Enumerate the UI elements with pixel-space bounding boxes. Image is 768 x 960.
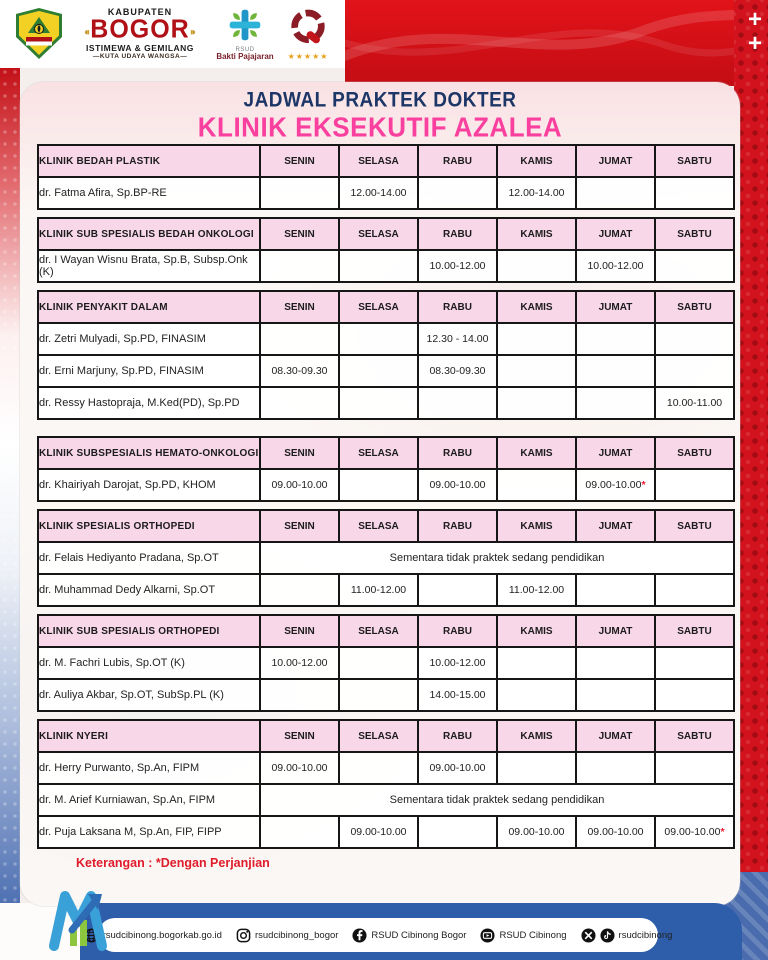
schedule-cell: 09.00-10.00 bbox=[497, 816, 576, 848]
schedule-cell: 10.00-12.00 bbox=[418, 647, 497, 679]
schedule-cell bbox=[339, 323, 418, 355]
schedule-cell bbox=[260, 177, 339, 209]
schedule-cell bbox=[655, 250, 734, 282]
footer-link-label: rsudcibinong bbox=[618, 929, 673, 941]
footer-link-label: rsudcibinong.bogorkab.go.id bbox=[102, 929, 222, 941]
day-header: SENIN bbox=[260, 615, 339, 647]
schedule-cell bbox=[497, 387, 576, 419]
day-header: KAMIS bbox=[497, 510, 576, 542]
schedule-cell bbox=[655, 323, 734, 355]
doctor-row bbox=[38, 816, 734, 848]
schedule-cell bbox=[497, 469, 576, 501]
schedule-cell bbox=[655, 752, 734, 784]
schedule-cell bbox=[655, 647, 734, 679]
kuta-udaya-wangsa-label: —KUTA UDAYA WANGSA— bbox=[92, 53, 188, 60]
day-header: RABU bbox=[418, 437, 497, 469]
day-header: RABU bbox=[418, 615, 497, 647]
schedule-cell: 11.00-12.00 bbox=[497, 574, 576, 606]
day-header: SABTU bbox=[655, 510, 734, 542]
footer-link-label: RSUD Cibinong bbox=[499, 929, 567, 941]
doctor-name-cell: dr. M. Fachri Lubis, Sp.OT (K) bbox=[38, 647, 260, 679]
schedule-cell bbox=[418, 816, 497, 848]
appointment-asterisk: * bbox=[720, 826, 725, 838]
page-title: JADWAL PRAKTEK DOKTER bbox=[243, 88, 517, 113]
doctor-row bbox=[38, 323, 734, 355]
footer-link-label: RSUD Cibinong Bogor bbox=[371, 929, 467, 941]
schedule-cell bbox=[260, 679, 339, 711]
x-icon bbox=[581, 928, 596, 943]
schedule-cell: 09.00-10.00 bbox=[418, 752, 497, 784]
schedule-cell bbox=[339, 752, 418, 784]
rsud-bakti-pajajaran-logo bbox=[216, 8, 274, 61]
day-header: SENIN bbox=[260, 218, 339, 250]
schedule-cell bbox=[339, 355, 418, 387]
doctor-name-cell: dr. M. Arief Kurniawan, Sp.An, FIPM bbox=[38, 784, 260, 816]
schedule-cell bbox=[576, 387, 655, 419]
schedule-cell bbox=[655, 177, 734, 209]
schedule-cell bbox=[260, 387, 339, 419]
schedule-cell: 09.00-10.00 bbox=[576, 816, 655, 848]
left-gradient-strip bbox=[0, 66, 20, 905]
note-cell: Sementara tidak praktek sedang pendidikan bbox=[260, 784, 734, 816]
schedule-cell: 09.00-10.00 bbox=[339, 816, 418, 848]
day-header: JUMAT bbox=[576, 510, 655, 542]
day-header: SELASA bbox=[339, 615, 418, 647]
schedule-cell: 09.00-10.00* bbox=[576, 469, 655, 501]
day-header: RABU bbox=[418, 510, 497, 542]
bogor-regency-seal-icon bbox=[14, 7, 64, 61]
day-header: SENIN bbox=[260, 145, 339, 177]
plus-decoration: + + bbox=[747, 6, 762, 57]
footer-link-label: rsudcibinong_bogor bbox=[254, 929, 339, 941]
schedule-cell: 08.30-09.30 bbox=[260, 355, 339, 387]
doctor-name-cell: dr. Fatma Afira, Sp.BP-RE bbox=[38, 177, 260, 209]
doctor-row bbox=[38, 387, 734, 419]
accreditation-stars: ★★★★★ bbox=[287, 51, 329, 61]
day-header: SABTU bbox=[655, 145, 734, 177]
laurel-left-icon: ⁌ bbox=[83, 24, 91, 40]
footer-link-facebook bbox=[352, 928, 466, 943]
doctor-name-cell: dr. I Wayan Wisnu Brata, Sp.B, Subsp.Onk (K) bbox=[38, 250, 260, 282]
doctor-name-cell: dr. Auliya Akbar, Sp.OT, SubSp.PL (K) bbox=[38, 679, 260, 711]
tiktok-icon bbox=[600, 928, 615, 943]
footnote: Keterangan : *Dengan Perjanjian bbox=[76, 856, 270, 870]
day-header: SENIN bbox=[260, 720, 339, 752]
accreditation-q-icon bbox=[288, 8, 328, 48]
schedule-cell: 10.00-12.00 bbox=[260, 647, 339, 679]
schedule-cell: 11.00-12.00 bbox=[339, 574, 418, 606]
clinic-title: KLINIK EKSEKUTIF AZALEA bbox=[197, 110, 563, 143]
rsud-cross-icon bbox=[228, 8, 262, 42]
doctor-row bbox=[38, 250, 734, 282]
schedule-cell bbox=[339, 679, 418, 711]
doctor-row bbox=[38, 177, 734, 209]
schedule-cell: 12.30 - 14.00 bbox=[418, 323, 497, 355]
schedule-cell bbox=[655, 679, 734, 711]
doctor-row bbox=[38, 784, 734, 816]
schedule-cell: 12.00-14.00 bbox=[497, 177, 576, 209]
clinic-name-header: KLINIK PENYAKIT DALAM bbox=[38, 291, 260, 323]
schedule-table bbox=[37, 436, 735, 502]
top-red-band bbox=[345, 0, 768, 86]
day-header: KAMIS bbox=[497, 218, 576, 250]
schedule-cell bbox=[418, 387, 497, 419]
footer-bar bbox=[80, 903, 742, 960]
schedule-cell bbox=[339, 250, 418, 282]
day-header: JUMAT bbox=[576, 720, 655, 752]
schedule-cell bbox=[576, 177, 655, 209]
schedule-cell: 12.00-14.00 bbox=[339, 177, 418, 209]
clinic-name-header: KLINIK SPESIALIS ORTHOPEDI bbox=[38, 510, 260, 542]
schedule-cell bbox=[655, 355, 734, 387]
doctor-row bbox=[38, 542, 734, 574]
appointment-asterisk: * bbox=[641, 479, 646, 491]
day-header: KAMIS bbox=[497, 291, 576, 323]
schedule-table bbox=[37, 217, 735, 283]
schedule-cell bbox=[576, 647, 655, 679]
day-header: KAMIS bbox=[497, 615, 576, 647]
schedule-table bbox=[37, 144, 735, 210]
schedule-cell: 10.00-12.00 bbox=[576, 250, 655, 282]
day-header: JUMAT bbox=[576, 218, 655, 250]
schedule-cell bbox=[576, 679, 655, 711]
clinic-name-header: KLINIK SUBSPESIALIS HEMATO-ONKOLOGI bbox=[38, 437, 260, 469]
schedule-cell bbox=[497, 250, 576, 282]
doctor-name-cell: dr. Felais Hediyanto Pradana, Sp.OT bbox=[38, 542, 260, 574]
footer-link-x bbox=[581, 928, 673, 943]
header-logo-strip bbox=[0, 0, 345, 68]
day-header: SELASA bbox=[339, 145, 418, 177]
day-header: KAMIS bbox=[497, 145, 576, 177]
footer-link-instagram bbox=[236, 928, 338, 943]
day-header: SENIN bbox=[260, 510, 339, 542]
rsud-label: RSUD bbox=[235, 46, 255, 53]
schedule-cell bbox=[576, 323, 655, 355]
schedule-cell: 14.00-15.00 bbox=[418, 679, 497, 711]
schedule-cell: 09.00-10.00 bbox=[260, 469, 339, 501]
schedule-cell bbox=[497, 355, 576, 387]
day-header: JUMAT bbox=[576, 291, 655, 323]
schedule-cell bbox=[339, 387, 418, 419]
day-header: SABTU bbox=[655, 291, 734, 323]
doctor-row bbox=[38, 355, 734, 387]
schedule-table bbox=[37, 614, 735, 712]
doctor-name-cell: dr. Erni Marjuny, Sp.PD, FINASIM bbox=[38, 355, 260, 387]
instagram-icon bbox=[236, 928, 251, 943]
doctor-row bbox=[38, 469, 734, 501]
day-header: SENIN bbox=[260, 437, 339, 469]
day-header: JUMAT bbox=[576, 615, 655, 647]
istimewa-gemilang-label: ISTIMEWA & GEMILANG bbox=[86, 42, 194, 53]
youtube-icon bbox=[480, 928, 495, 943]
social-links-pill bbox=[98, 918, 673, 952]
m-growth-logo-icon bbox=[48, 874, 110, 954]
day-header: SELASA bbox=[339, 218, 418, 250]
doctor-row bbox=[38, 647, 734, 679]
day-header: SELASA bbox=[339, 510, 418, 542]
schedule-table bbox=[37, 719, 735, 849]
tables bbox=[37, 144, 733, 849]
schedule-cell bbox=[260, 250, 339, 282]
schedule-cell bbox=[497, 323, 576, 355]
rsud-name-label: Bakti Pajajaran bbox=[216, 51, 274, 61]
schedule-cell bbox=[497, 679, 576, 711]
accreditation-logo bbox=[282, 8, 334, 61]
day-header: JUMAT bbox=[576, 437, 655, 469]
schedule-cell bbox=[655, 469, 734, 501]
schedule-cell bbox=[339, 647, 418, 679]
day-header: JUMAT bbox=[576, 145, 655, 177]
doctor-name-cell: dr. Puja Laksana M, Sp.An, FIP, FIPP bbox=[38, 816, 260, 848]
clinic-name-header: KLINIK BEDAH PLASTIK bbox=[38, 145, 260, 177]
schedule-card bbox=[20, 82, 740, 906]
schedule-cell bbox=[418, 177, 497, 209]
day-header: SELASA bbox=[339, 720, 418, 752]
kabupaten-bogor-wordmark bbox=[72, 8, 208, 61]
day-header: KAMIS bbox=[497, 720, 576, 752]
day-header: RABU bbox=[418, 145, 497, 177]
doctor-name-cell: dr. Ressy Hastopraja, M.Ked(PD), Sp.PD bbox=[38, 387, 260, 419]
laurel-right-icon: ⁍ bbox=[189, 24, 197, 40]
doctor-name-cell: dr. Zetri Mulyadi, Sp.PD, FINASIM bbox=[38, 323, 260, 355]
day-header: SABTU bbox=[655, 218, 734, 250]
clinic-name-header: KLINIK NYERI bbox=[38, 720, 260, 752]
facebook-icon bbox=[352, 928, 367, 943]
schedule-cell bbox=[655, 574, 734, 606]
schedule-cell: 09.00-10.00 bbox=[260, 752, 339, 784]
schedule-cell: 09.00-10.00* bbox=[655, 816, 734, 848]
doctor-name-cell: dr. Khairiyah Darojat, Sp.PD, KHOM bbox=[38, 469, 260, 501]
clinic-name-header: KLINIK SUB SPESIALIS BEDAH ONKOLOGI bbox=[38, 218, 260, 250]
schedule-cell bbox=[497, 752, 576, 784]
schedule-cell bbox=[260, 323, 339, 355]
day-header: RABU bbox=[418, 218, 497, 250]
schedule-cell: 09.00-10.00 bbox=[418, 469, 497, 501]
doctor-name-cell: dr. Muhammad Dedy Alkarni, Sp.OT bbox=[38, 574, 260, 606]
schedule-cell: 10.00-11.00 bbox=[655, 387, 734, 419]
schedule-cell bbox=[576, 752, 655, 784]
doctor-row bbox=[38, 574, 734, 606]
day-header: SENIN bbox=[260, 291, 339, 323]
schedule-cell: 10.00-12.00 bbox=[418, 250, 497, 282]
day-header: SABTU bbox=[655, 720, 734, 752]
schedule-cell bbox=[339, 469, 418, 501]
schedule-cell bbox=[260, 816, 339, 848]
schedule-cell bbox=[576, 574, 655, 606]
doctor-row bbox=[38, 679, 734, 711]
poster-title bbox=[20, 90, 740, 143]
schedule-cell bbox=[576, 355, 655, 387]
day-header: SELASA bbox=[339, 437, 418, 469]
doctor-name-cell: dr. Herry Purwanto, Sp.An, FIPM bbox=[38, 752, 260, 784]
schedule-table bbox=[37, 290, 735, 420]
day-header: SABTU bbox=[655, 437, 734, 469]
mesh-wave-decoration bbox=[345, 0, 768, 86]
day-header: SABTU bbox=[655, 615, 734, 647]
day-header: SELASA bbox=[339, 291, 418, 323]
footer-link-youtube bbox=[480, 928, 566, 943]
day-header: RABU bbox=[418, 291, 497, 323]
day-header: KAMIS bbox=[497, 437, 576, 469]
clinic-name-header: KLINIK SUB SPESIALIS ORTHOPEDI bbox=[38, 615, 260, 647]
schedule-table bbox=[37, 509, 735, 607]
schedule-cell bbox=[260, 574, 339, 606]
bogor-label: BOGOR bbox=[90, 13, 190, 44]
kabupaten-label: KABUPATEN bbox=[107, 6, 173, 17]
day-header: RABU bbox=[418, 720, 497, 752]
note-cell: Sementara tidak praktek sedang pendidikan bbox=[260, 542, 734, 574]
doctor-row bbox=[38, 752, 734, 784]
schedule-cell bbox=[497, 647, 576, 679]
schedule-cell: 08.30-09.30 bbox=[418, 355, 497, 387]
schedule-cell bbox=[418, 574, 497, 606]
